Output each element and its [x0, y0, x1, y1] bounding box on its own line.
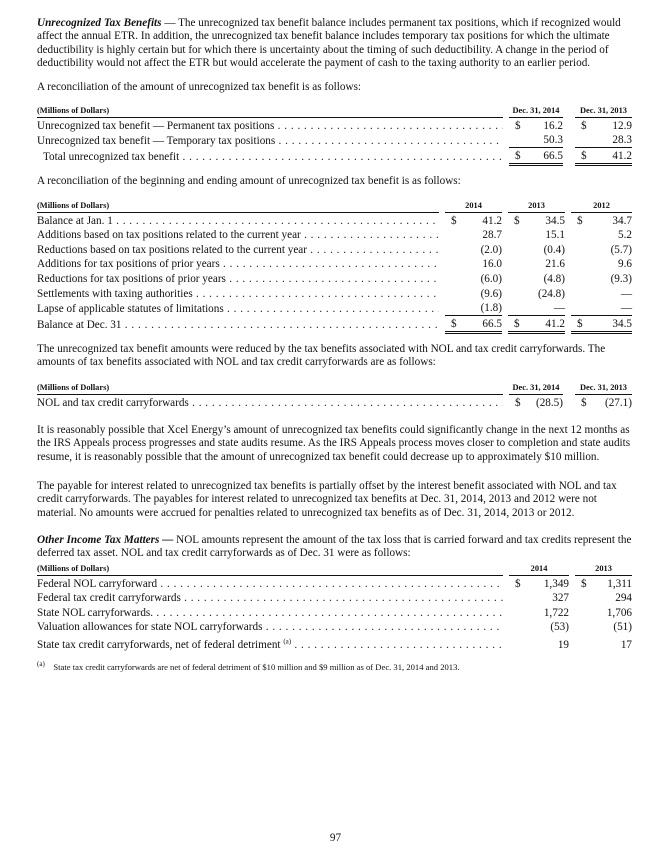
row-value [571, 242, 632, 257]
row-label-text: Total unrecognized tax benefit [43, 151, 180, 164]
table-header-row [37, 562, 632, 576]
row-label-text [37, 303, 439, 315]
table-row [37, 395, 632, 410]
value-text: 1,311 [607, 577, 632, 590]
table-row [37, 301, 632, 316]
value-text: (53) [550, 621, 569, 634]
row-label [37, 133, 503, 148]
row-value [509, 133, 563, 148]
value-text: 17 [620, 639, 632, 652]
column-gap [563, 381, 575, 395]
row-value [575, 634, 632, 652]
paragraph-unrecognized-tax-benefits [37, 17, 637, 71]
row-value [575, 118, 632, 133]
row-label-text: Balance at Dec. 31 [37, 319, 122, 332]
paragraph: The unrecognized tax benefit amounts were reduced by the tax benefits associated with NOL and tax credit carryforwards. The amounts of tax benefits associated with NOL and tax credit carryforwards are as follows: [37, 343, 606, 369]
row-value [509, 395, 563, 410]
row-label-text [37, 229, 439, 241]
row-label-text: State tax credit carryforwards, net of federal detriment [37, 639, 281, 652]
table-header-row [37, 199, 632, 213]
row-label-text [37, 258, 439, 270]
units-label: (Millions of Dollars) [37, 104, 503, 118]
row-label-text [37, 621, 503, 633]
footnote-text: State tax credit carryforwards are net of federal detriment of $10 million and $9 million as of Dec. 31, 2014 and 2013. [53, 661, 460, 672]
row-label-text [37, 120, 503, 132]
row-value [509, 605, 569, 620]
row-label [37, 620, 503, 635]
table-row [37, 620, 632, 635]
dollar-sign: $ [451, 317, 457, 330]
value-text: 12.9 [612, 119, 632, 132]
section-lead: Other Income Tax Matters — [37, 534, 174, 546]
row-value [445, 271, 502, 286]
row-value [571, 228, 632, 243]
row-value [571, 271, 632, 286]
table-row [37, 228, 632, 243]
units-label: (Millions of Dollars) [37, 381, 503, 395]
row-label [37, 605, 503, 620]
value-text: (9.6) [480, 287, 502, 300]
dollar-sign: $ [581, 149, 587, 162]
row-label-text: Additions for tax positions of prior years [37, 258, 220, 271]
value-text: — [553, 302, 565, 315]
dollar-sign: $ [515, 119, 521, 132]
value-text: 21.6 [545, 258, 565, 271]
row-value [575, 605, 632, 620]
row-label [37, 271, 439, 286]
row-label-text [37, 288, 439, 300]
column-header: 2012 [571, 199, 632, 213]
row-label-text: Unrecognized tax benefit — Temporary tax positions [37, 134, 276, 147]
column-gap [563, 395, 575, 410]
row-label-text [37, 592, 503, 604]
dollar-sign: $ [515, 396, 521, 409]
column-header: 2014 [509, 562, 569, 576]
row-label-text: Unrecognized tax benefit — Permanent tax positions [37, 119, 275, 132]
value-text: (24.8) [537, 287, 565, 300]
dollar-sign: $ [581, 577, 587, 590]
row-value [445, 213, 502, 228]
row-label-text: Settlements with taxing authorities [37, 287, 193, 300]
row-value [575, 620, 632, 635]
row-label-text: Federal tax credit carryforwards [37, 592, 181, 605]
value-text: (28.5) [535, 396, 563, 409]
value-text: — [620, 302, 632, 315]
value-text: 28.7 [482, 229, 502, 242]
value-text: 34.5 [612, 317, 632, 330]
value-text: 34.5 [545, 214, 565, 227]
row-label-text: State NOL carryforwards. [37, 606, 154, 619]
value-text: 327 [552, 592, 569, 605]
column-gap [563, 104, 575, 118]
value-text: (2.0) [480, 243, 502, 256]
row-label-text [37, 578, 503, 590]
dollar-sign: $ [515, 577, 521, 590]
value-text: 41.2 [545, 317, 565, 330]
row-value [571, 257, 632, 272]
value-text: 1,706 [606, 606, 632, 619]
row-value [509, 591, 569, 606]
row-value [445, 228, 502, 243]
row-value [571, 316, 632, 333]
table-reconciliation [37, 199, 632, 334]
row-value [575, 148, 632, 165]
column-header: Dec. 31, 2014 [509, 104, 563, 118]
row-value [509, 148, 563, 165]
row-label [37, 242, 439, 257]
section-lead: Unrecognized Tax Benefits [37, 17, 162, 29]
table-header-row [37, 381, 632, 395]
value-text: (6.0) [480, 272, 502, 285]
paragraph: A reconciliation of the amount of unrecognized tax benefit is as follows: [37, 81, 362, 93]
value-text: 16.2 [543, 119, 563, 132]
value-text: — [620, 287, 632, 300]
value-text: 66.5 [543, 149, 563, 162]
row-value [509, 620, 569, 635]
row-label-text: Balance at Jan. 1 [37, 214, 113, 227]
units-label: (Millions of Dollars) [37, 562, 503, 576]
value-text: 66.5 [482, 317, 502, 330]
column-header: Dec. 31, 2013 [575, 104, 632, 118]
value-text: 1,349 [543, 577, 569, 590]
row-label-text: Reductions based on tax positions related to the current year [37, 243, 307, 256]
row-value [508, 301, 565, 316]
table-row [37, 576, 632, 591]
row-value [575, 395, 632, 410]
footnote-mark: (a) [37, 660, 45, 668]
table-row [37, 316, 632, 333]
table-row [37, 148, 632, 165]
row-label-text [37, 607, 503, 619]
table-nol-tax-benefits [37, 381, 632, 410]
row-label-text [37, 273, 439, 285]
row-label [37, 591, 503, 606]
row-value [571, 301, 632, 316]
column-gap [563, 148, 575, 165]
table-header-row [37, 104, 632, 118]
row-label-text [37, 397, 503, 409]
row-label [37, 228, 439, 243]
row-label-text [37, 215, 439, 227]
column-gap [563, 118, 575, 133]
value-text: 9.6 [618, 258, 632, 271]
value-text: 28.3 [612, 134, 632, 147]
row-label-text [37, 639, 503, 651]
value-text: 41.2 [612, 149, 632, 162]
row-value [509, 118, 563, 133]
row-label-text [37, 319, 439, 331]
dollar-sign: $ [451, 214, 457, 227]
column-header: 2014 [445, 199, 502, 213]
row-label [37, 213, 439, 228]
row-label-text: Valuation allowances for state NOL carryforwards [37, 621, 263, 634]
value-text: 19 [557, 639, 569, 652]
row-label [37, 301, 439, 316]
row-label-text [37, 135, 503, 147]
row-value [575, 591, 632, 606]
paragraph: The payable for interest related to unrecognized tax benefits is partially offset by the interest benefit associated with NOL and tax credit carryforwards. The payables for interest related to unrecognized tax benefits at Dec. 31, 2014, 2013 and 2012 were not material. No amounts were accrued for penalties related to unrecognized tax benefits as of Dec. 31, 2014, 2013 or 2012. [37, 480, 617, 519]
table-row [37, 591, 632, 606]
row-value [445, 286, 502, 301]
paragraph: It is reasonably possible that Xcel Energy’s amount of unrecognized tax benefits could significantly change in the next 12 months as the IRS Appeals process progresses and state audits resume. As the IRS Appeals process moves closer to completion and state audits resume, it is reasonably possible that the amount of unrecognized tax benefit could decrease up to approximately $10 million. [37, 424, 631, 463]
paragraph-text: — The unrecognized tax benefit balance includes permanent tax positions, which if recognized would affect the annual ETR. In addition, the unrecognized tax benefit balance includes temporary tax positions for which the ultimate deductibility is highly certain but for which there is uncertainty about the timing of such deductibility. A change in the period of deductibility would not affect the ETR but would accelerate the payment of cash to the taxing authority to an earlier period. [37, 17, 621, 70]
row-value [445, 301, 502, 316]
table-row [37, 605, 632, 620]
value-text: (27.1) [604, 396, 632, 409]
row-label [37, 286, 439, 301]
value-text: 41.2 [482, 214, 502, 227]
table-nol-carryforwards [37, 562, 632, 652]
value-text: (4.8) [543, 272, 565, 285]
paragraph-other-income-tax-matters [37, 534, 637, 561]
value-text: (9.3) [610, 272, 632, 285]
dollar-sign: $ [577, 214, 583, 227]
row-value [508, 316, 565, 333]
row-label [37, 118, 503, 133]
row-value [571, 286, 632, 301]
row-value [445, 316, 502, 333]
row-label [37, 634, 503, 652]
value-text: 16.0 [482, 258, 502, 271]
column-gap [563, 133, 575, 148]
row-label-text: Additions based on tax positions related to the current year [37, 229, 301, 242]
table-row [37, 118, 632, 133]
row-value [508, 242, 565, 257]
dollar-sign: $ [514, 317, 520, 330]
value-text: 1,722 [543, 606, 569, 619]
dollar-sign: $ [515, 149, 521, 162]
table-row [37, 271, 632, 286]
row-label-text: Reductions for tax positions of prior years [37, 272, 226, 285]
table-unrecognized-tax-benefit [37, 104, 632, 166]
row-value [445, 242, 502, 257]
row-value [508, 286, 565, 301]
units-label: (Millions of Dollars) [37, 199, 439, 213]
row-value [509, 634, 569, 652]
value-text: 15.1 [545, 229, 565, 242]
row-label-text: Federal NOL carryforward [37, 577, 158, 590]
row-label-text: NOL and tax credit carryforwards [37, 396, 189, 409]
value-text: 34.7 [612, 214, 632, 227]
table-row [37, 213, 632, 228]
table-row [37, 242, 632, 257]
column-header: 2013 [508, 199, 565, 213]
dollar-sign: $ [581, 396, 587, 409]
paragraph-text: NOL amounts represent the amount of the tax loss that is carried forward and tax credits represent the deferred tax asset. NOL and tax credit carryforwards as of Dec. 31 were as follows: [37, 534, 632, 560]
column-header: Dec. 31, 2013 [575, 381, 632, 395]
row-label [37, 395, 503, 410]
value-text: (5.7) [610, 243, 632, 256]
row-label-text: Lapse of applicable statutes of limitations [37, 302, 224, 315]
row-value [508, 213, 565, 228]
row-label [37, 257, 439, 272]
row-value [571, 213, 632, 228]
column-header: Dec. 31, 2014 [509, 381, 563, 395]
value-text: (0.4) [543, 243, 565, 256]
row-value [575, 133, 632, 148]
row-value [445, 257, 502, 272]
row-label [37, 316, 439, 333]
dollar-sign: $ [577, 317, 583, 330]
value-text: (51) [613, 621, 632, 634]
paragraph: A reconciliation of the beginning and ending amount of unrecognized tax benefit is as follows: [37, 175, 461, 187]
table-row [37, 634, 632, 652]
value-text: 50.3 [543, 134, 563, 147]
table-row [37, 286, 632, 301]
row-value [508, 271, 565, 286]
row-value [575, 576, 632, 591]
value-text: 294 [615, 592, 632, 605]
footnote-ref: (a) [283, 637, 292, 646]
value-text: 5.2 [618, 229, 632, 242]
dollar-sign: $ [581, 119, 587, 132]
row-label-text [37, 244, 439, 256]
row-label [37, 576, 503, 591]
row-value [508, 257, 565, 272]
table-row [37, 133, 632, 148]
row-value [509, 576, 569, 591]
table-row [37, 257, 632, 272]
column-header: 2013 [575, 562, 632, 576]
value-text: (1.8) [480, 302, 502, 315]
row-label-text [43, 151, 503, 163]
dollar-sign: $ [514, 214, 520, 227]
footnote [37, 660, 460, 672]
page-number: 97 [329, 832, 342, 844]
row-label [37, 148, 503, 165]
row-value [508, 228, 565, 243]
